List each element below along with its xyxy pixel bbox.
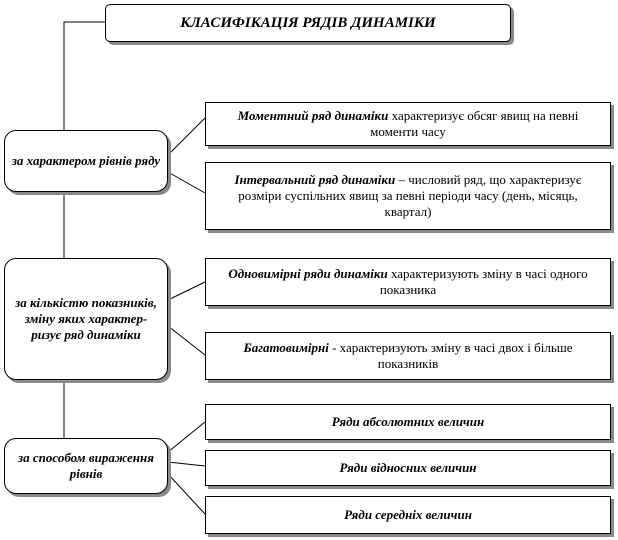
description: характеризує обсяг явищ на певні моменти часу <box>370 108 579 139</box>
description: - характеризують зміну в часі двох і більше показників <box>328 340 573 371</box>
category-expression <box>4 438 168 494</box>
term: Ряди абсолютних величин <box>331 414 485 429</box>
leaf-relative-values <box>205 450 611 486</box>
term: Багатовимірні <box>243 340 329 355</box>
category-label: за способом вираження рівнів <box>18 450 154 481</box>
leaf-interval-series <box>205 162 611 230</box>
term: Інтервальний ряд динаміки <box>234 172 396 187</box>
category-indicator-count <box>4 258 168 380</box>
term: Одновимірні ряди динаміки <box>228 266 388 281</box>
term: Ряди середніх величин <box>344 507 472 522</box>
leaf-moment-series <box>205 102 611 146</box>
term: Моментний ряд динаміки <box>237 108 389 123</box>
leaf-multidimensional <box>205 332 611 380</box>
description: характеризують зміну в часі одного показника <box>379 266 588 297</box>
category-label: за характером рівнів ряду <box>11 153 161 168</box>
category-character <box>4 130 168 192</box>
leaf-absolute-values <box>205 404 611 440</box>
leaf-one-dimensional <box>205 258 611 306</box>
description: – числовий ряд, що характеризує розміри суспільних явищ за певні періоди часу (день, місяць, квартал) <box>238 172 582 219</box>
term: Ряди відносних величин <box>339 460 477 475</box>
diagram-title: КЛАСИФІКАЦІЯ РЯДІВ ДИНАМІКИ <box>105 4 511 42</box>
category-label: за кількістю показників, зміну яких характер-ризує ряд динаміки <box>15 295 157 342</box>
leaf-average-values <box>205 496 611 534</box>
